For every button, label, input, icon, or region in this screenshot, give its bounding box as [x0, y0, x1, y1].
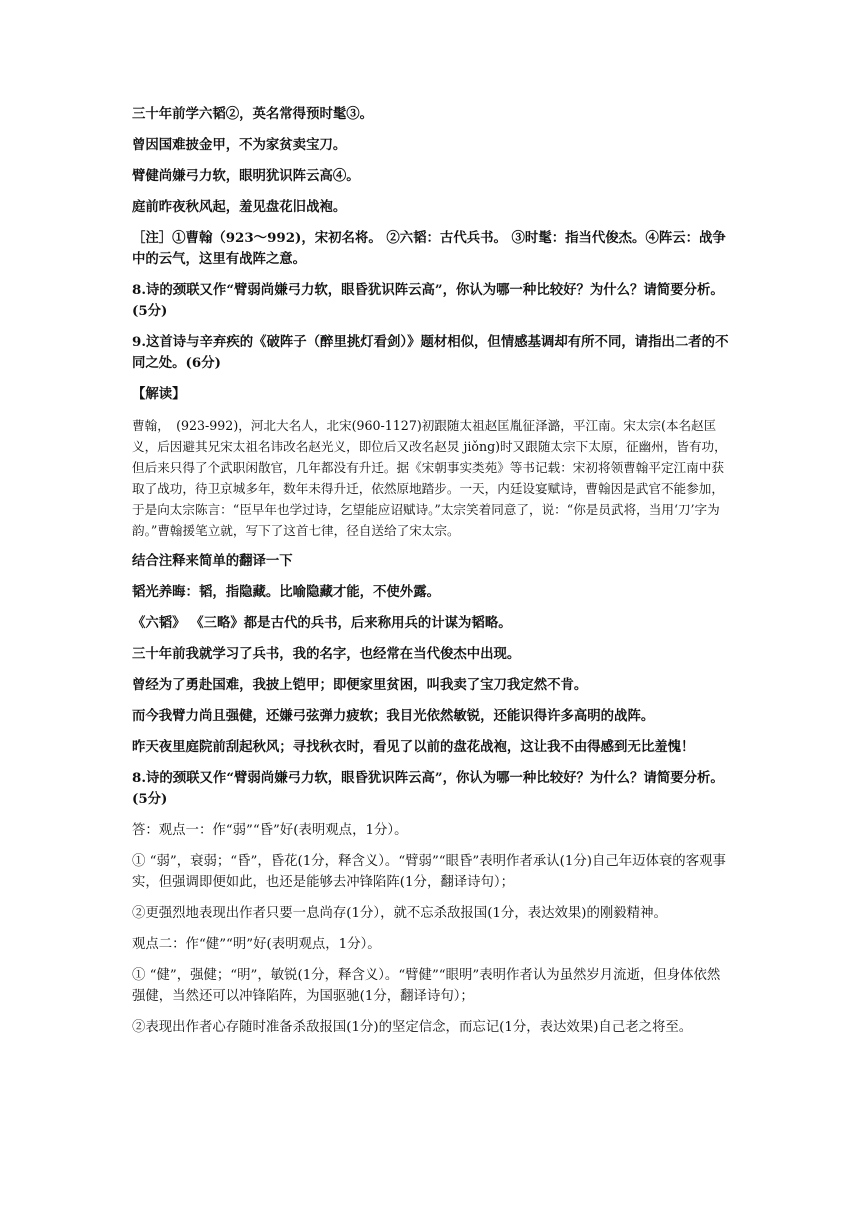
answer-view-2-point-2: ②表现出作者心存随时准备杀敌报国(1分)的坚定信念，而忘记(1分，表达效果)自己老之将至。 [132, 1020, 693, 1035]
answer-view-2: 观点二：作“健”“明”好(表明观点，1分）。 [132, 937, 381, 952]
answer-view-1-point-1: ① “弱”，衰弱；“昏”，昏花(1分，释含义）。“臂弱”“眼昏”表明作者承认(1分)自己年迈体衰的客观事实，但强调即便如此，也还是能够去冲锋陷阵(1分，翻译诗句）； [132, 854, 726, 890]
translate-line-5: 而今我臂力尚且强健，还嫌弓弦弹力疲软；我目光依然敏锐，还能识得许多高明的战阵。 [132, 708, 655, 724]
translate-line-1: 韬光养晦：韬，指隐藏。比喻隐藏才能，不使外露。 [132, 584, 440, 600]
answer-view-1: 答：观点一：作“弱”“昏”好(表明观点，1分）。 [132, 823, 408, 838]
translate-line-2: 《六韬》 《三略》都是古代的兵书，后来称用兵的计谋为韬略。 [132, 615, 512, 631]
poem [132, 104, 730, 218]
translate-line-4: 曾经为了勇赴国难，我披上铠甲；即便家里贫困，叫我卖了宝刀我定然不肯。 [132, 677, 588, 693]
poem-line-2: 曾因国难披金甲，不为家贫卖宝刀。 [132, 137, 347, 153]
jiedu-text: 曹翰， (923-992)，河北大名人，北宋(960-1127)初跟随太祖赵匡胤征泽潞，平江南。宋太宗(本名赵匡义，后因避其兄宋太祖名讳改名赵光义，即位后又改名赵炅 jiǒng)时又跟随太宗下太原，征幽州，皆有功，但后来只得了个武职闲散官，几年都没有升迁。据《宋朝事实类苑》等书记载：宋初将领曹翰平定江南中获取了战功，待卫京城多年，数年未得升迁，依然原地踏步。一天，内廷设宴赋诗，曹翰因是武官不能参加，于是向太宗陈言：“臣早年也学过诗，乞望能应诏赋诗。”太宗笑着同意了，说：“你是员武将，当用‘刀’字为韵。”曹翰援笔立就，写下了这首七律，径自送给了宋太宗。 [132, 418, 727, 538]
translate-title: 结合注释来简单的翻译一下 [132, 553, 293, 569]
jiedu-label: 【解读】 [132, 386, 186, 402]
poem-line-1: 三十年前学六韬②，英名常得预时髦③。 [132, 106, 374, 122]
question-8-repeat: 8.诗的颈联又作“臂弱尚嫌弓力软，眼昏犹识阵云高”，你认为哪一种比较好？为什么？请简要分析。(5分) [132, 770, 724, 807]
poem-line-4: 庭前昨夜秋风起，羞见盘花旧战袍。 [132, 199, 347, 215]
answer-view-2-point-1: ① “健”，强健；“明”，敏锐(1分，释含义）。“臂健”“眼明”表明作者认为虽然岁月流逝，但身体依然强健，当然还可以冲锋陷阵，为国驱驰(1分，翻译诗句）； [132, 968, 721, 1004]
question-9: 9.这首诗与辛弃疾的《破阵子（醉里挑灯看剑）》题材相似，但情感基调却有所不同，请指出二者的不同之处。(6分) [132, 334, 729, 371]
translate-line-3: 三十年前我就学习了兵书，我的名字，也经常在当代俊杰中出现。 [132, 646, 521, 662]
poem-note: ［注］①曹翰（923～992)，宋初名将。 ②六韬：古代兵书。 ③时髦：指当代俊杰。④阵云：战争中的云气，这里有战阵之意。 [132, 230, 726, 267]
document-content [132, 104, 730, 1048]
poem-line-3: 臂健尚嫌弓力软，眼明犹识阵云高④。 [132, 168, 360, 184]
question-8: 8.诗的颈联又作“臂弱尚嫌弓力软，眼昏犹识阵云高”，你认为哪一种比较好？为什么？请简要分析。(5分) [132, 282, 724, 319]
translate-line-6: 昨天夜里庭院前刮起秋风；寻找秋衣时，看见了以前的盘花战袍，这让我不由得感到无比羞愧！ [132, 739, 695, 755]
answer-view-1-point-2: ②更强烈地表现出作者只要一息尚存(1分），就不忘杀敌报国(1分，表达效果)的刚毅精神。 [132, 906, 667, 921]
